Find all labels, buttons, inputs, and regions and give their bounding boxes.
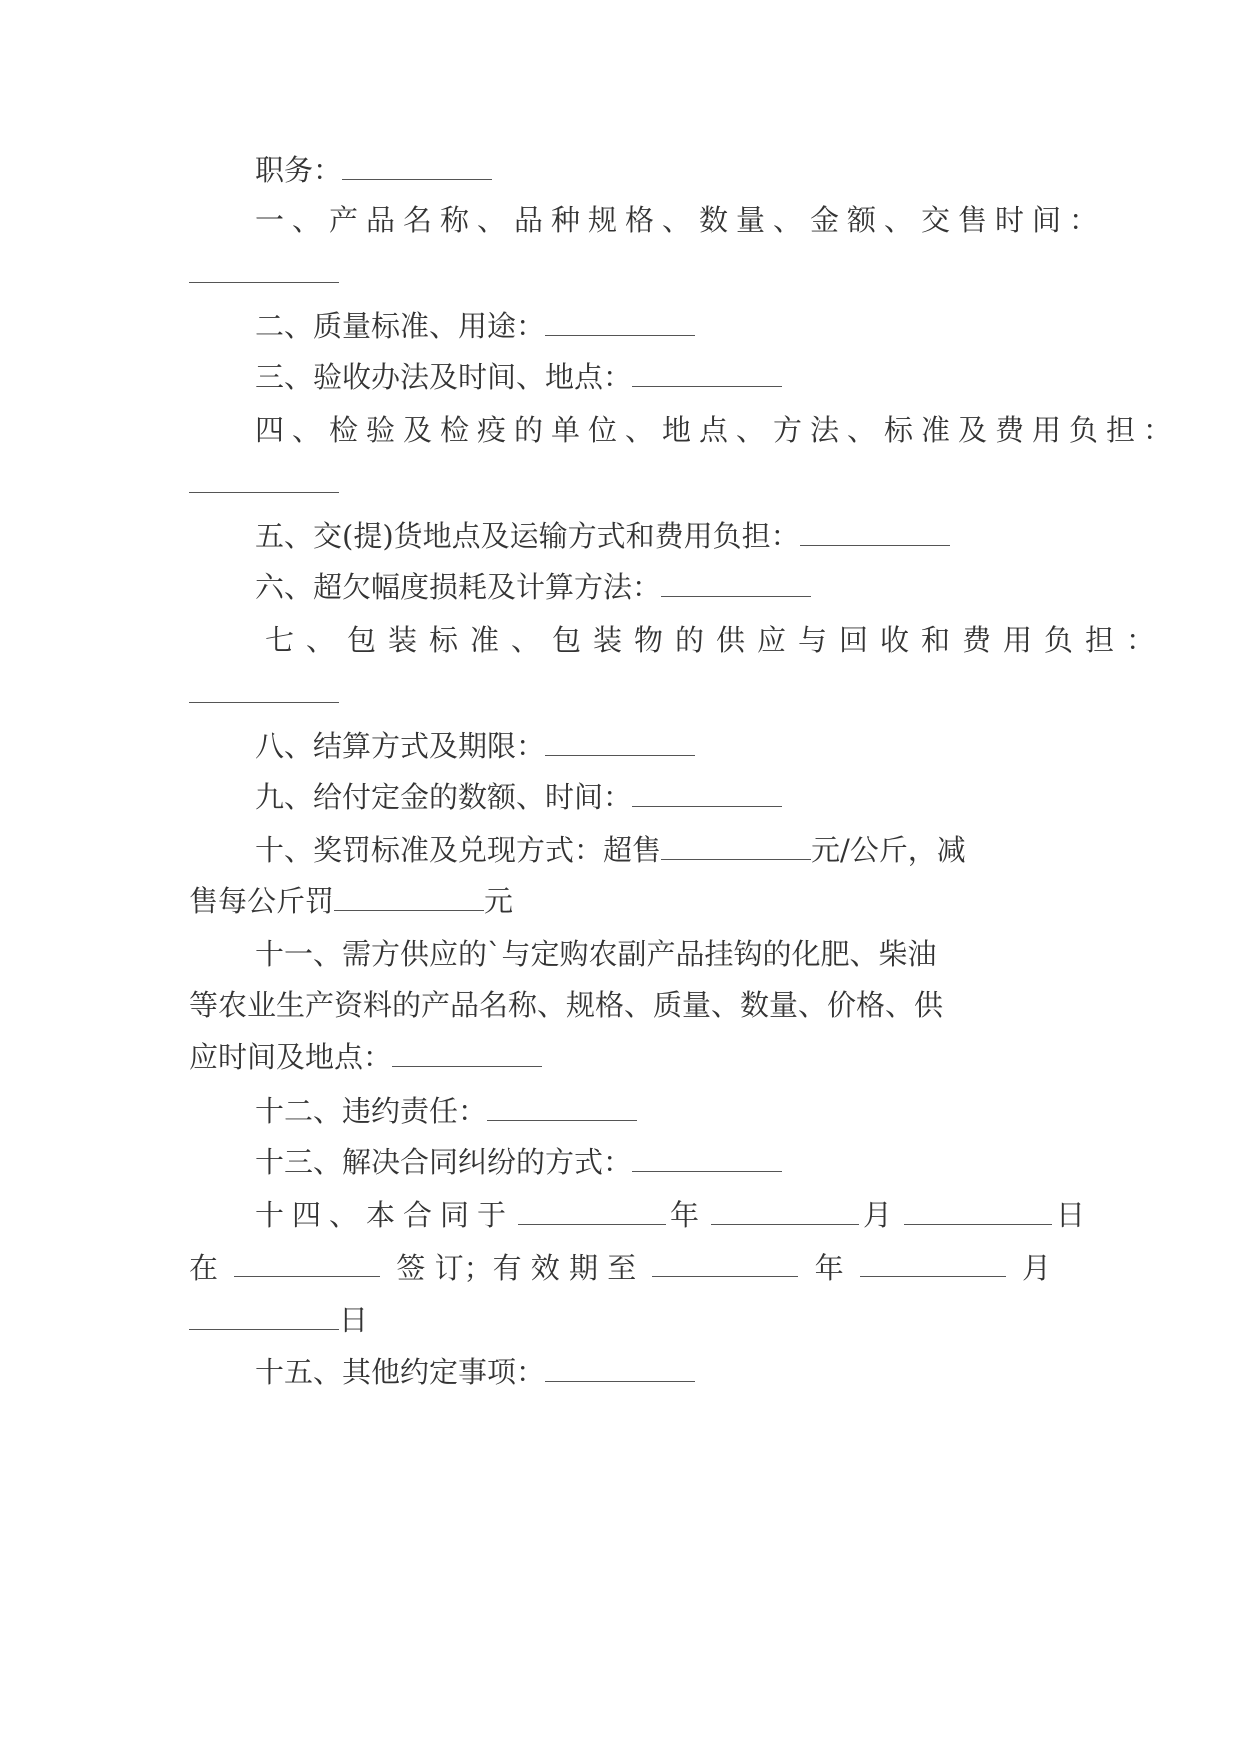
item-11-blank[interactable] [392, 1038, 542, 1067]
item-14-year2-label: 年 [814, 1251, 844, 1285]
item-14-blank-day2[interactable] [189, 1301, 339, 1330]
item-14-month-label: 月 [863, 1198, 901, 1232]
item-2 [189, 306, 1051, 346]
item-8 [189, 726, 1051, 766]
item-10-blank-2[interactable] [334, 882, 484, 911]
item-1 [189, 200, 1107, 240]
item-14-text-a: 十四、本合同于 [255, 1198, 515, 1232]
item-6-text: 六、超欠幅度损耗及计算方法： [255, 570, 662, 604]
item-7 [189, 620, 1168, 660]
item-5 [189, 516, 1051, 556]
item-13-text: 十三、解决合同纠纷的方式： [255, 1145, 633, 1179]
item-10-content [255, 830, 966, 870]
item-11-text-b: 等农业生产资料的产品名称、规格、质量、数量、价格、供 [189, 988, 944, 1022]
item-10-text-d: 元 [484, 884, 514, 918]
item-5-blank[interactable] [800, 517, 950, 546]
item-3-blank[interactable] [632, 358, 782, 387]
item-12-text: 十二、违约责任： [255, 1094, 488, 1128]
item-4 [189, 410, 1181, 450]
item-14-month2-label: 月 [1021, 1251, 1051, 1285]
item-10-text-b: 元/公斤，减 [811, 833, 966, 867]
item-11-line-3 [189, 1037, 1051, 1077]
item-14-line-1 [189, 1195, 1094, 1235]
item-15-blank[interactable] [545, 1353, 695, 1382]
item-2-text: 二、质量标准、用途： [255, 309, 546, 343]
item-11-text-a: 十一、需方供应的`与定购农副产品挂钩的化肥、柴油 [255, 937, 937, 971]
item-11-line-2 [189, 985, 1051, 1025]
item-13-blank[interactable] [632, 1143, 782, 1172]
item-10-text-c: 售每公斤罚 [189, 884, 335, 918]
item-15-text: 十五、其他约定事项： [255, 1355, 546, 1389]
item-10-line-1 [189, 830, 1051, 870]
item-3 [189, 357, 1051, 397]
item-15 [189, 1352, 1051, 1392]
item-4-text: 四、检验及检疫的单位、地点、方法、标准及费用负担： [255, 413, 1181, 447]
item-3-text: 三、验收办法及时间、地点： [255, 360, 633, 394]
item-8-text: 八、结算方式及期限： [255, 729, 546, 763]
item-9-text: 九、给付定金的数额、时间： [255, 780, 633, 814]
item-2-blank[interactable] [545, 307, 695, 336]
item-9-blank[interactable] [632, 778, 782, 807]
item-4-blank[interactable] [189, 492, 339, 493]
item-7-blank[interactable] [189, 702, 339, 703]
item-14-day-label: 日 [1056, 1198, 1094, 1232]
item-14-blank-month2[interactable] [860, 1248, 1006, 1277]
item-1-text: 一、产品名称、品种规格、数量、金额、交售时间： [255, 203, 1107, 237]
item-14-sign-label: 签 订；有 效 期 至 [396, 1251, 637, 1285]
item-10-blank-1[interactable] [661, 831, 811, 860]
item-14-blank-year[interactable] [518, 1196, 666, 1225]
position-label: 职务： [255, 153, 343, 187]
item-10-text-a: 十、奖罚标准及兑现方式：超售 [255, 833, 662, 867]
item-14-blank-day[interactable] [904, 1196, 1052, 1225]
item-12 [189, 1091, 1051, 1131]
item-1-blank[interactable] [189, 282, 339, 283]
item-6-blank[interactable] [661, 568, 811, 597]
item-14-line-2 [189, 1248, 1051, 1288]
item-7-text: 七、包装标准、包装物的供应与回收和费用负担： [265, 623, 1168, 657]
item-11-text-c: 应时间及地点： [189, 1040, 393, 1074]
item-14-blank-place[interactable] [234, 1248, 380, 1277]
item-6 [189, 567, 1051, 607]
item-14-year-label: 年 [670, 1198, 708, 1232]
item-12-blank[interactable] [487, 1092, 637, 1121]
item-5-text: 五、交(提)货地点及运输方式和费用负担： [255, 519, 800, 553]
item-10-line-2 [189, 881, 1051, 921]
item-14-blank-month[interactable] [711, 1196, 859, 1225]
position-line [189, 150, 1051, 190]
item-14-line-3 [189, 1300, 1051, 1340]
position-blank[interactable] [342, 151, 492, 180]
item-8-blank[interactable] [545, 727, 695, 756]
item-14-in-label: 在 [189, 1251, 219, 1285]
item-14-blank-year2[interactable] [652, 1248, 798, 1277]
item-9 [189, 777, 1051, 817]
item-11-line-1 [189, 934, 1051, 974]
item-13 [189, 1142, 1051, 1182]
item-14-day2-label: 日 [339, 1303, 369, 1337]
